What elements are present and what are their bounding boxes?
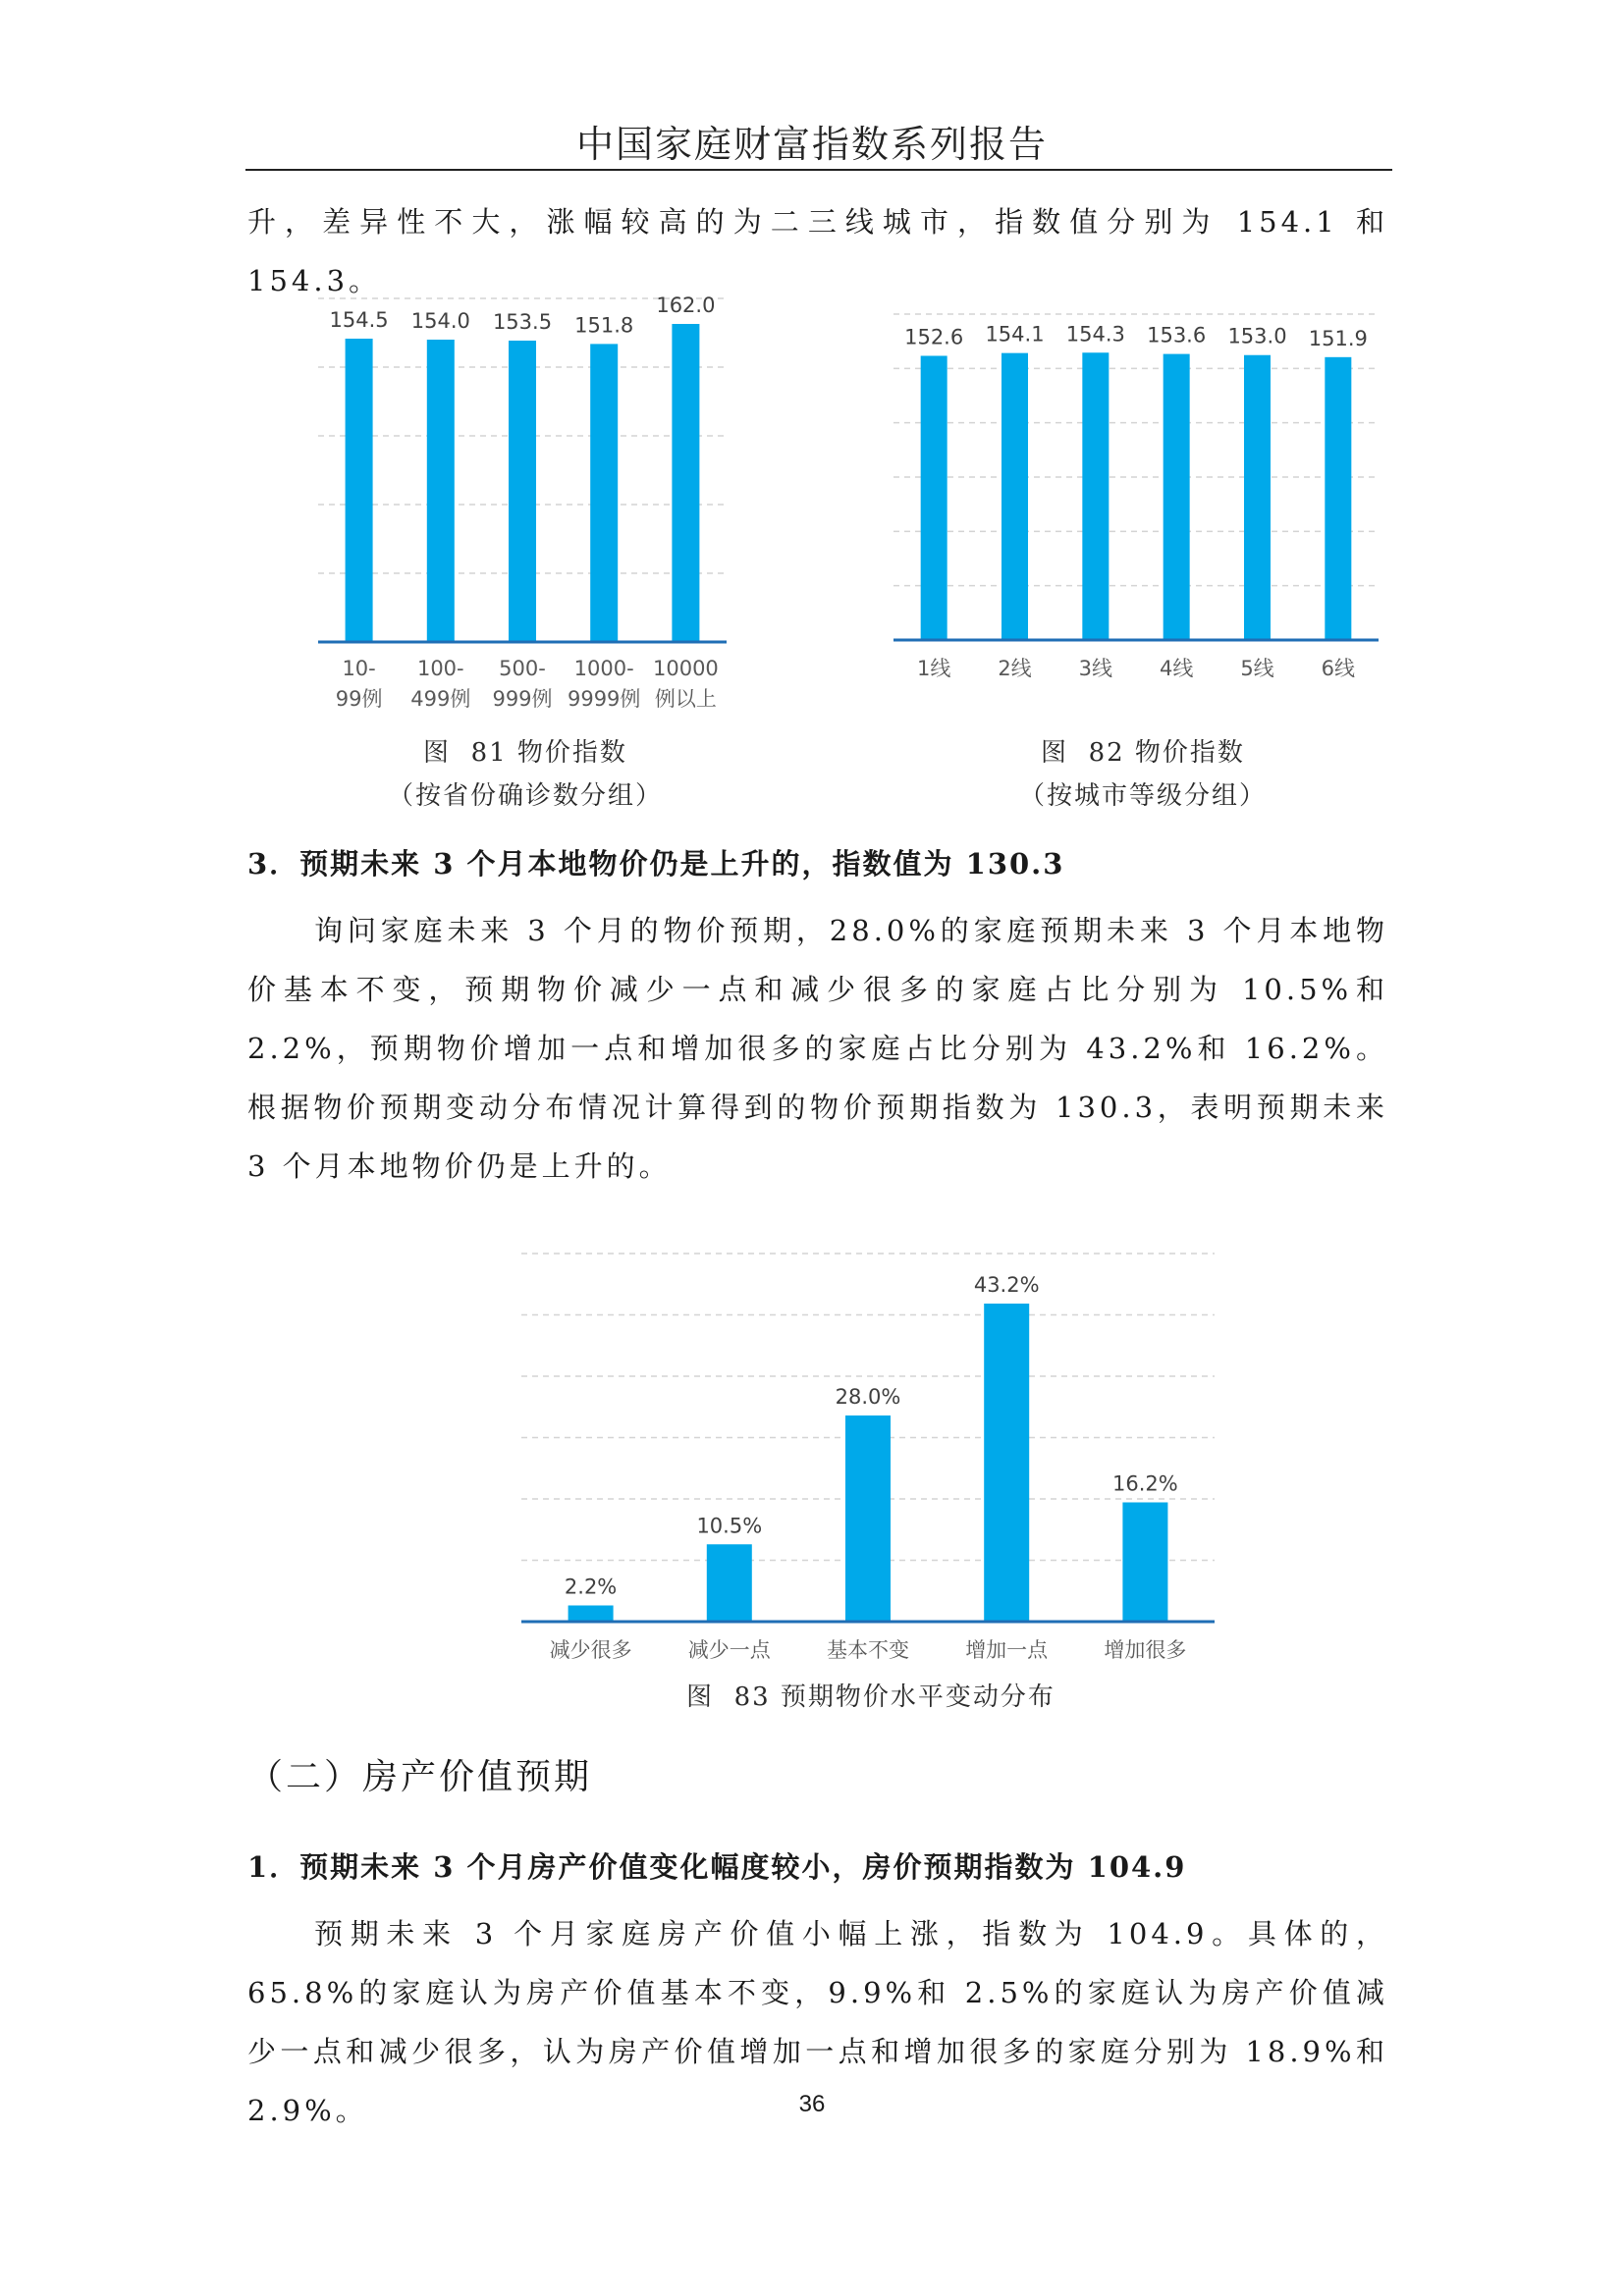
category-label-2-line-1: 100- (416, 657, 464, 680)
bar-5 (672, 324, 699, 642)
section-2-1-paragraph: 预期未来 3 个月家庭房产价值小幅上涨，指数为 104.9。具体的，65.8%的家庭认为房产价值基本不变，9.9%和 2.5%的家庭认为房产价值减少一点和减少很多，认为房产价值增加一点和增加很多的家庭分别为 18.9%和 2.9%。 (247, 1917, 1388, 2127)
data-label-2: 154.0 (410, 309, 470, 333)
data-label-5: 162.0 (656, 294, 716, 317)
category-label-2: 减少一点 (687, 1638, 771, 1662)
figure-81-subcaption: （按省份确诊数分组） (387, 781, 663, 811)
header-rule (245, 169, 1392, 171)
category-label-5-line-2: 例以上 (654, 687, 717, 711)
category-label-3-line-2: 999例 (492, 687, 553, 711)
section-2-1-heading: 1．预期未来 3 个月房产价值变化幅度较小，房价预期指数为 104.9 (247, 1850, 1187, 1884)
category-label-4: 4线 (1159, 657, 1194, 680)
figure-81-caption: 图 81 物价指数 (423, 738, 627, 768)
data-label-5: 153.0 (1227, 324, 1287, 348)
bar-2 (427, 340, 455, 642)
data-label-3: 154.3 (1065, 322, 1125, 347)
bar-4 (984, 1304, 1029, 1622)
category-label-1-line-2: 99例 (335, 687, 383, 711)
category-label-4-line-1: 1000- (573, 657, 634, 680)
category-label-5: 增加很多 (1104, 1638, 1187, 1662)
category-label-5: 5线 (1240, 657, 1274, 680)
data-label-1: 2.2% (564, 1575, 618, 1599)
bar-1 (921, 355, 947, 640)
bar-5 (1122, 1503, 1167, 1623)
data-label-5: 16.2% (1112, 1471, 1178, 1496)
bar-3 (1082, 352, 1109, 640)
bar-4 (1164, 354, 1190, 640)
data-label-3: 28.0% (835, 1385, 901, 1409)
category-label-1: 1线 (916, 657, 951, 680)
bar-2 (707, 1544, 752, 1622)
category-label-5-line-1: 10000 (652, 657, 719, 680)
category-label-4: 增加一点 (965, 1638, 1049, 1662)
data-label-2: 154.1 (985, 322, 1045, 347)
section-3-paragraph: 询问家庭未来 3 个月的物价预期，28.0%的家庭预期未来 3 个月本地物价基本不变，预期物价减少一点和减少很多的家庭占比分别为 10.5%和 2.2%，预期物价增加一点和增加很多的家庭占比分别为 43.2%和 16.2%。根据物价预期变动分布情况计算得到的物价预期指数为 130.3，表明预期未来 3 个月本地物价仍是上升的。 (247, 914, 1388, 1183)
category-label-3: 3线 (1078, 657, 1113, 680)
intro-paragraph: 升，差异性不大，涨幅较高的为二三线城市，指数值分别为 154.1 和 154.3。 (247, 205, 1388, 297)
data-label-3: 153.5 (492, 310, 553, 334)
bar-3 (509, 341, 536, 642)
bar-4 (590, 344, 618, 642)
bar-1 (568, 1606, 614, 1623)
running-header: 中国家庭财富指数系列报告 (575, 123, 1048, 166)
category-label-4-line-2: 9999例 (567, 687, 641, 711)
chart-82-price-index-by-city-tier (888, 294, 1398, 707)
category-label-1-line-1: 10- (342, 657, 376, 680)
category-label-3: 基本不变 (827, 1638, 909, 1662)
section-3-heading: 3．预期未来 3 个月本地物价仍是上升的，指数值为 130.3 (247, 847, 1065, 881)
data-label-4: 43.2% (973, 1273, 1040, 1297)
bar-5 (1244, 355, 1271, 640)
data-label-2: 10.5% (696, 1514, 763, 1538)
section-two-title: （二）房产价值预期 (247, 1757, 593, 1797)
chart-83-expected-price-change-distribution (517, 1249, 1224, 1667)
category-label-3-line-1: 500- (499, 657, 546, 680)
bar-3 (845, 1415, 891, 1622)
bar-2 (1001, 353, 1028, 640)
page-number: 36 (798, 2091, 826, 2117)
bar-6 (1325, 357, 1351, 640)
category-label-2-line-2: 499例 (410, 687, 471, 711)
figure-83-caption: 图 83 预期物价水平变动分布 (686, 1682, 1056, 1712)
chart-81-price-index-by-province (304, 277, 746, 728)
data-label-4: 153.6 (1147, 323, 1207, 347)
data-label-4: 151.8 (574, 313, 634, 338)
category-label-1: 减少很多 (549, 1638, 632, 1662)
data-label-1: 154.5 (329, 308, 389, 332)
category-label-6: 6线 (1321, 657, 1356, 680)
category-label-2: 2线 (998, 657, 1032, 680)
data-label-6: 151.9 (1308, 326, 1368, 350)
bar-1 (346, 339, 373, 642)
data-label-1: 152.6 (904, 325, 964, 349)
figure-82-subcaption: （按城市等级分组） (1018, 781, 1267, 811)
figure-82-caption: 图 82 物价指数 (1041, 738, 1245, 768)
